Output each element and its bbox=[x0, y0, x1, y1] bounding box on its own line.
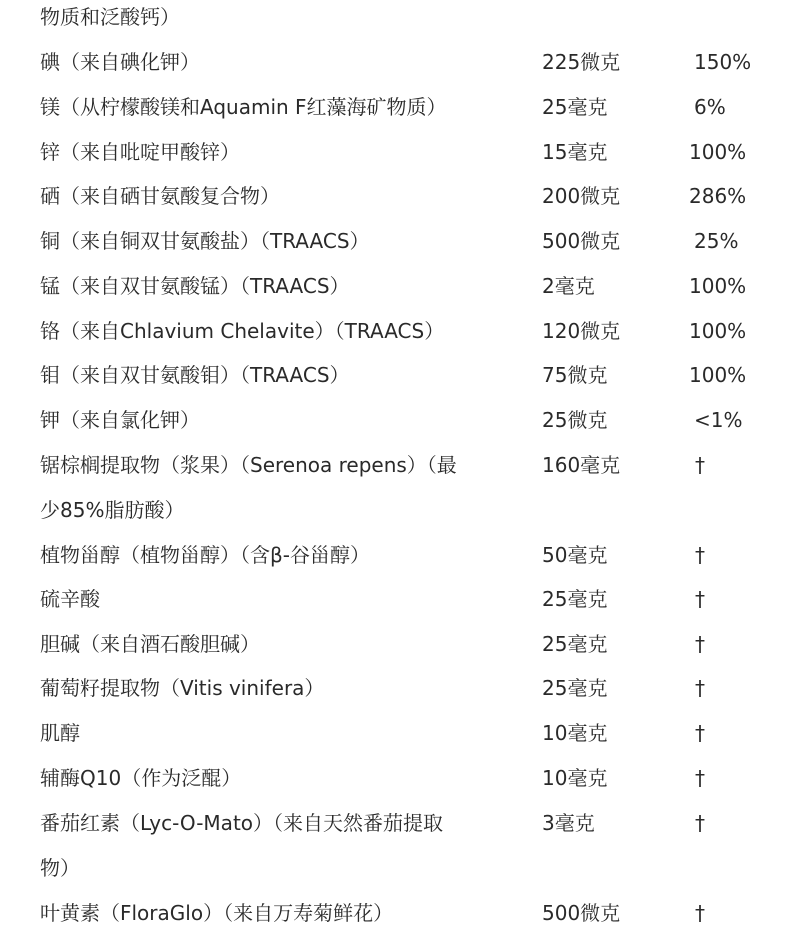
daily-value: 150% bbox=[694, 50, 752, 74]
table-row bbox=[0, 398, 800, 443]
table-row bbox=[0, 443, 800, 488]
ingredient-amount: 25毫克 bbox=[542, 632, 608, 656]
table-row bbox=[0, 40, 800, 85]
ingredient-amount: 25微克 bbox=[542, 408, 608, 432]
ingredient-amount: 2毫克 bbox=[542, 274, 595, 298]
ingredient-name: 铬（来自Chlavium Chelavite）（TRAACS） bbox=[40, 319, 445, 343]
daily-value: † bbox=[695, 811, 705, 835]
daily-value: † bbox=[695, 543, 705, 567]
ingredient-name: 叶黄素（FloraGlo）（来自万寿菊鲜花） bbox=[40, 901, 394, 925]
ingredient-name: 锯棕榈提取物（浆果）（Serenoa repens）（最 bbox=[40, 453, 457, 477]
ingredient-amount: 25毫克 bbox=[542, 587, 608, 611]
daily-value: † bbox=[695, 587, 705, 611]
ingredient-amount: 10毫克 bbox=[542, 766, 608, 790]
table-row bbox=[0, 309, 800, 354]
ingredient-amount: 75微克 bbox=[542, 363, 608, 387]
intro-line bbox=[0, 0, 800, 40]
daily-value: † bbox=[695, 632, 705, 656]
ingredient-amount: 25毫克 bbox=[542, 95, 608, 119]
ingredient-amount: 120微克 bbox=[542, 319, 621, 343]
ingredient-amount: 225微克 bbox=[542, 50, 621, 74]
ingredient-amount: 160毫克 bbox=[542, 453, 621, 477]
table-row bbox=[0, 622, 800, 667]
ingredient-name: 硫辛酸 bbox=[40, 587, 100, 611]
ingredient-amount: 500微克 bbox=[542, 229, 621, 253]
table-row bbox=[0, 891, 800, 936]
daily-value: 100% bbox=[689, 140, 747, 164]
daily-value: <1% bbox=[694, 408, 743, 432]
table-row bbox=[0, 801, 800, 846]
table-row bbox=[0, 219, 800, 264]
ingredient-name: 植物甾醇（植物甾醇）（含β-谷甾醇） bbox=[40, 543, 370, 567]
table-row bbox=[0, 533, 800, 578]
table-row bbox=[0, 264, 800, 309]
daily-value: † bbox=[695, 721, 705, 745]
ingredient-amount: 15毫克 bbox=[542, 140, 608, 164]
daily-value: 100% bbox=[689, 319, 747, 343]
table-row-continuation bbox=[0, 488, 800, 533]
table-row bbox=[0, 130, 800, 175]
daily-value: 100% bbox=[689, 363, 747, 387]
ingredient-name: 锰（来自双甘氨酸锰）（TRAACS） bbox=[40, 274, 350, 298]
table-row bbox=[0, 711, 800, 756]
ingredient-name: 碘（来自碘化钾） bbox=[40, 50, 200, 74]
table-row bbox=[0, 353, 800, 398]
ingredient-name: 铜（来自铜双甘氨酸盐）（TRAACS） bbox=[40, 229, 370, 253]
ingredient-name: 辅酶Q10（作为泛醌） bbox=[40, 766, 242, 790]
ingredient-name: 肌醇 bbox=[40, 721, 80, 745]
table-row bbox=[0, 577, 800, 622]
table-row bbox=[0, 85, 800, 130]
ingredient-name: 钾（来自氯化钾） bbox=[40, 408, 200, 432]
ingredient-name: 镁（从柠檬酸镁和Aquamin F红藻海矿物质） bbox=[40, 95, 447, 119]
ingredient-name: 葡萄籽提取物（Vitis vinifera） bbox=[40, 676, 325, 700]
daily-value: 6% bbox=[694, 95, 726, 119]
ingredient-name: 钼（来自双甘氨酸钼）（TRAACS） bbox=[40, 363, 350, 387]
ingredient-amount: 50毫克 bbox=[542, 543, 608, 567]
ingredient-name-continued: 少85%脂肪酸） bbox=[40, 498, 185, 522]
daily-value: † bbox=[695, 901, 705, 925]
table-row bbox=[0, 666, 800, 711]
intro-text: 物质和泛酸钙） bbox=[40, 5, 180, 29]
ingredient-amount: 25毫克 bbox=[542, 676, 608, 700]
ingredient-name: 硒（来自硒甘氨酸复合物） bbox=[40, 184, 280, 208]
ingredient-amount: 500微克 bbox=[542, 901, 621, 925]
daily-value: 25% bbox=[694, 229, 739, 253]
ingredient-name: 锌（来自吡啶甲酸锌） bbox=[40, 140, 240, 164]
ingredient-name: 胆碱（来自酒石酸胆碱） bbox=[40, 632, 260, 656]
daily-value: † bbox=[695, 453, 705, 477]
ingredient-amount: 200微克 bbox=[542, 184, 621, 208]
daily-value: 286% bbox=[689, 184, 747, 208]
daily-value: † bbox=[695, 676, 705, 700]
table-row bbox=[0, 756, 800, 801]
ingredient-amount: 10毫克 bbox=[542, 721, 608, 745]
table-row-continuation bbox=[0, 846, 800, 891]
ingredient-name-continued: 物） bbox=[40, 856, 80, 880]
daily-value: 100% bbox=[689, 274, 747, 298]
daily-value: † bbox=[695, 766, 705, 790]
table-row bbox=[0, 174, 800, 219]
ingredient-amount: 3毫克 bbox=[542, 811, 595, 835]
ingredient-name: 番茄红素（Lyc-O-Mato）（来自天然番茄提取 bbox=[40, 811, 444, 835]
